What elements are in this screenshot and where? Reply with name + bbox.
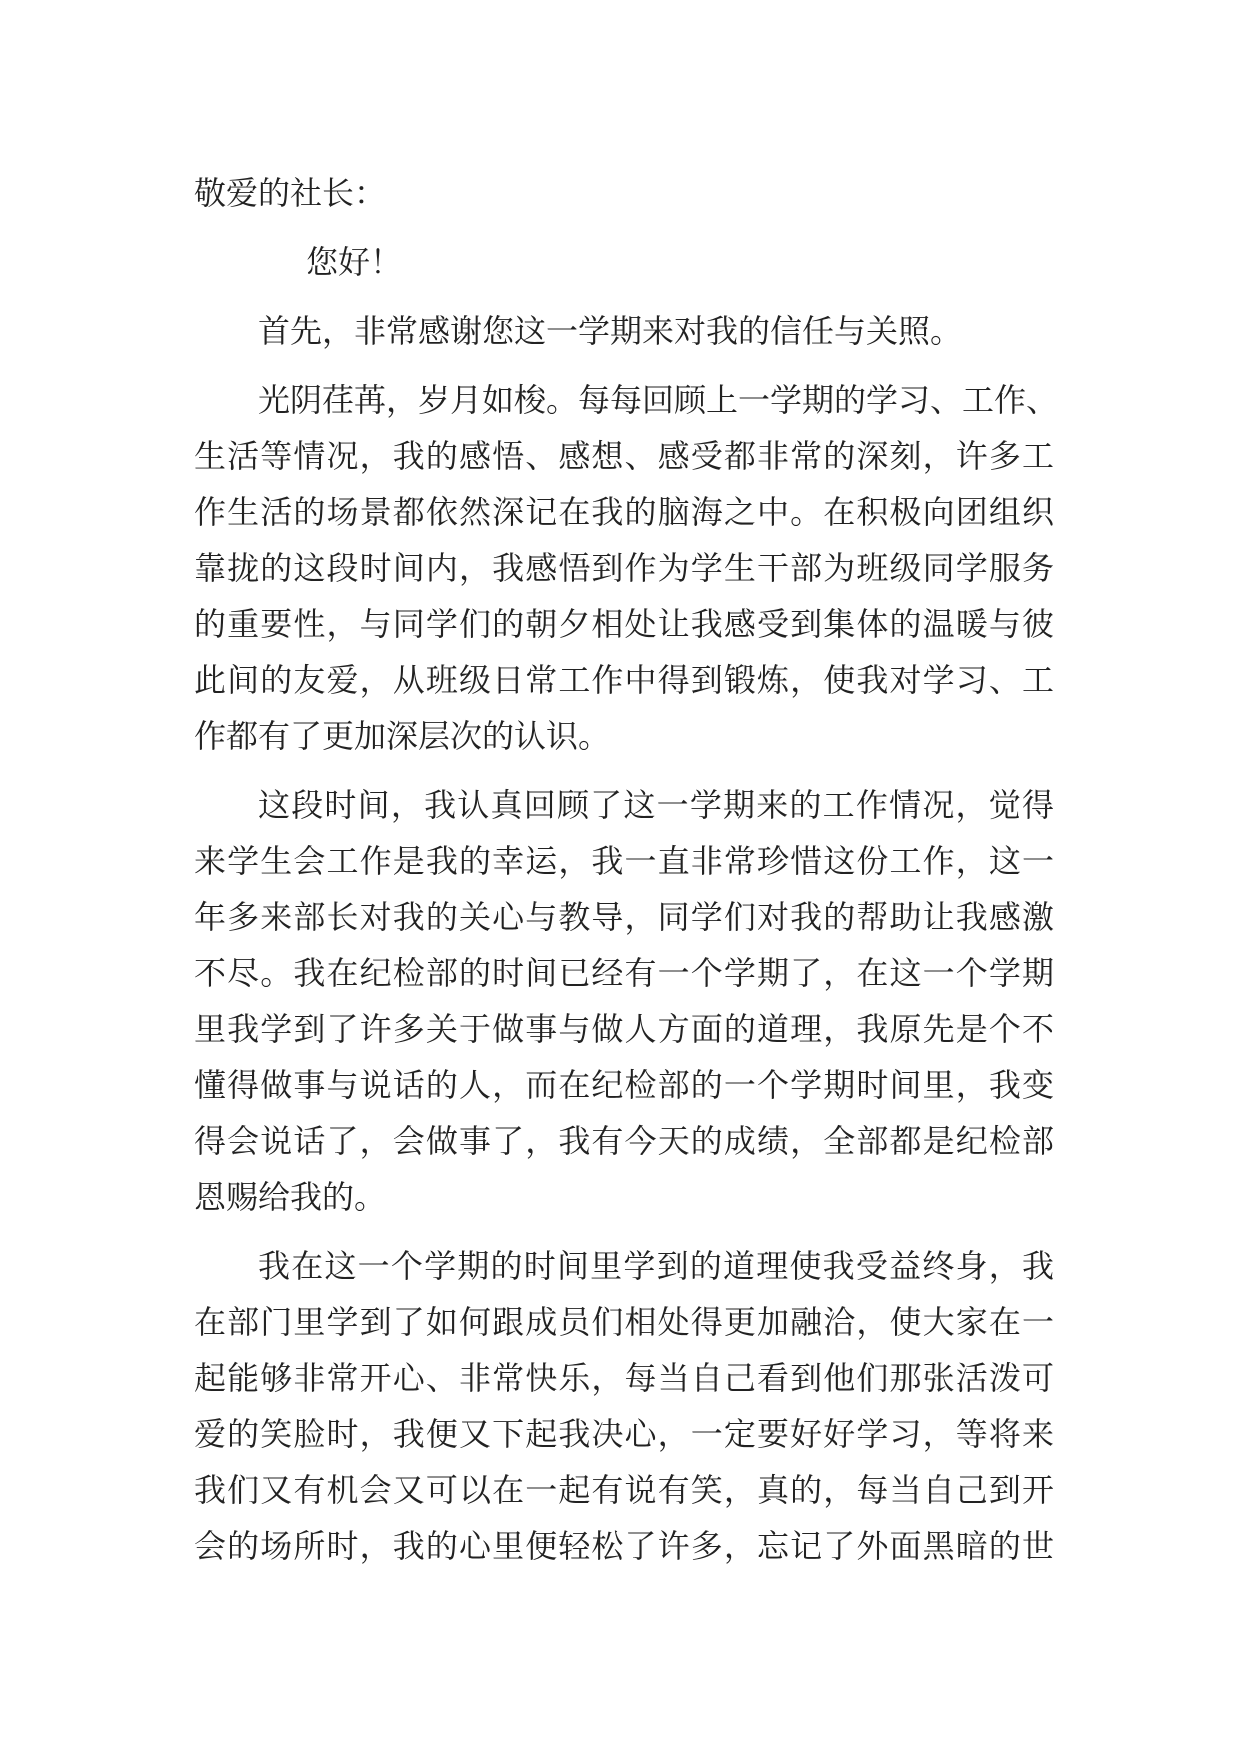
paragraph-line: 我在这一个学期的时间里学到的道理使我受益终身，我 (258, 1247, 1054, 1285)
paragraph-line: 作都有了更加深层次的认识。 (194, 717, 611, 755)
paragraph-line: 来学生会工作是我的幸运，我一直非常珍惜这份工作，这一 (194, 842, 1054, 880)
paragraph-line: 起能够非常开心、非常快乐，每当自己看到他们那张活泼可 (194, 1359, 1054, 1397)
paragraph-line: 里我学到了许多关于做事与做人方面的道理，我原先是个不 (194, 1010, 1054, 1048)
paragraph-line: 靠拢的这段时间内，我感悟到作为学生干部为班级同学服务 (194, 549, 1054, 587)
paragraph-line: 会的场所时，我的心里便轻松了许多，忘记了外面黑暗的世 (194, 1527, 1054, 1565)
paragraph-line: 此间的友爱，从班级日常工作中得到锻炼，使我对学习、工 (194, 661, 1054, 699)
salutation: 敬爱的社长： (194, 174, 387, 212)
paragraph-1 (194, 303, 1054, 359)
paragraph-line: 光阴荏苒，岁月如梭。每每回顾上一学期的学习、工作、 (258, 381, 1059, 419)
paragraph-line: 在部门里学到了如何跟成员们相处得更加融洽，使大家在一 (194, 1303, 1054, 1341)
paragraph-line: 作生活的场景都依然深记在我的脑海之中。在积极向团组织 (194, 493, 1054, 531)
paragraph-line: 首先，非常感谢您这一学期来对我的信任与关照。 (258, 312, 963, 350)
paragraph-line: 恩赐给我的。 (194, 1178, 387, 1216)
paragraph-line: 生活等情况，我的感悟、感想、感受都非常的深刻，许多工 (194, 437, 1054, 475)
paragraph-line: 不尽。我在纪检部的时间已经有一个学期了，在这一个学期 (194, 954, 1054, 992)
paragraph-2 (194, 372, 1059, 764)
paragraph-line: 我们又有机会又可以在一起有说有笑，真的，每当自己到开 (194, 1471, 1054, 1509)
paragraph-line: 年多来部长对我的关心与教导，同学们对我的帮助让我感激 (194, 898, 1054, 936)
greeting: 您好！ (306, 243, 403, 281)
letter-body (194, 165, 1059, 1574)
paragraph-line: 爱的笑脸时，我便又下起我决心，一定要好好学习，等将来 (194, 1415, 1054, 1453)
paragraph-line: 这段时间，我认真回顾了这一学期来的工作情况，觉得 (258, 786, 1054, 824)
paragraph-4 (194, 1238, 1054, 1574)
paragraph-line: 懂得做事与说话的人，而在纪检部的一个学期时间里，我变 (194, 1066, 1054, 1104)
paragraph-3 (194, 777, 1054, 1225)
paragraph-line: 的重要性，与同学们的朝夕相处让我感受到集体的温暖与彼 (194, 605, 1054, 643)
paragraph-line: 得会说话了，会做事了，我有今天的成绩，全部都是纪检部 (194, 1122, 1054, 1160)
